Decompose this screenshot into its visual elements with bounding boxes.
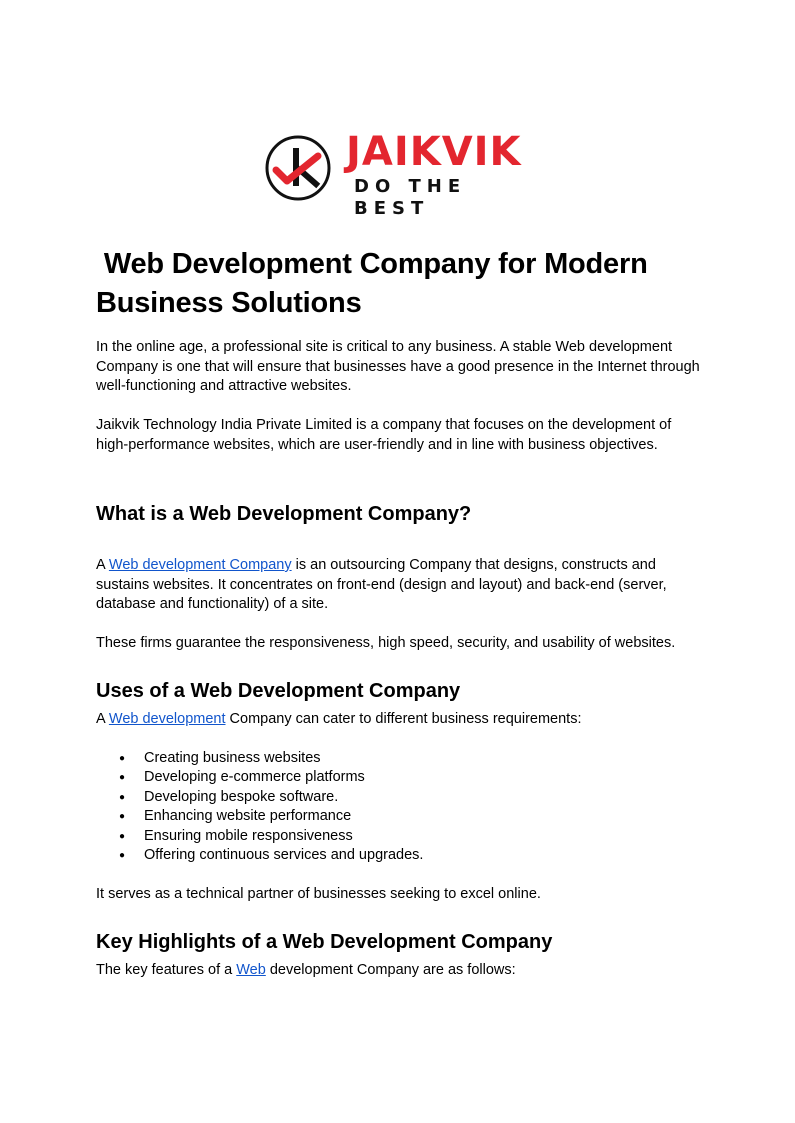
intro-paragraph-2: Jaikvik Technology India Private Limited is a company that focuses on the development of high-performance websites, which are user-friendly and in line with business objectives. (96, 417, 672, 453)
list-item: ● Developing e-commerce platforms (96, 768, 706, 788)
uses-paragraph-2: It serves as a technical partner of businesses seeking to excel online. (96, 886, 541, 902)
heading-uses: Uses of a Web Development Company (96, 679, 461, 702)
jaikvik-emblem-icon (264, 134, 332, 202)
what-paragraph-2: These firms guarantee the responsiveness, high speed, security, and usability of websites. (96, 635, 676, 651)
uses-paragraph-1-pre: A (96, 710, 109, 727)
what-paragraph-1 (96, 556, 706, 615)
heading-what-is: What is a Web Development Company? (96, 503, 472, 525)
key-paragraph-1-pre: The key features of a (96, 961, 237, 978)
list-item: ● Offering continuous services and upgrades. (96, 846, 706, 866)
uses-list (96, 749, 706, 866)
web-link[interactable]: Web (236, 961, 266, 978)
list-item: ● Ensuring mobile responsiveness (96, 827, 706, 847)
what-paragraph-1-pre: A (96, 557, 109, 573)
logo-tagline: DO THE BEST (354, 176, 467, 219)
heading-key-highlights: Key Highlights of a Web Development Company (96, 930, 553, 953)
web-development-company-link[interactable]: Web development Company (108, 557, 292, 573)
what-paragraph-1-post: is an outsourcing Company that designs, constructs and sustains websites. It concentrates on front-end (design and layout) and back-end (server, database and functionality) of a site. (96, 557, 667, 612)
company-logo (264, 129, 534, 219)
logo-brand-name: JAIKVIK (346, 129, 522, 175)
web-development-link[interactable]: Web development (108, 710, 226, 727)
intro-paragraph-1: In the online age, a professional site is critical to any business. A stable Web development Company is one that will ensure that businesses have a good presence in the Internet through well-functioning and attractive websites. (96, 339, 700, 394)
page-title: Web Development Company for Modern Business Solutions (96, 248, 656, 319)
uses-paragraph-1-post: Company can cater to different business requirements: (225, 710, 582, 727)
uses-paragraph-1 (96, 710, 706, 730)
key-paragraph-1-post: development Company are as follows: (265, 961, 516, 978)
key-paragraph-1 (96, 961, 706, 981)
list-item: ● Developing bespoke software. (96, 788, 706, 808)
list-item: ● Enhancing website performance (96, 807, 706, 827)
list-item: ● Creating business websites (96, 749, 706, 769)
document-body (96, 245, 706, 980)
